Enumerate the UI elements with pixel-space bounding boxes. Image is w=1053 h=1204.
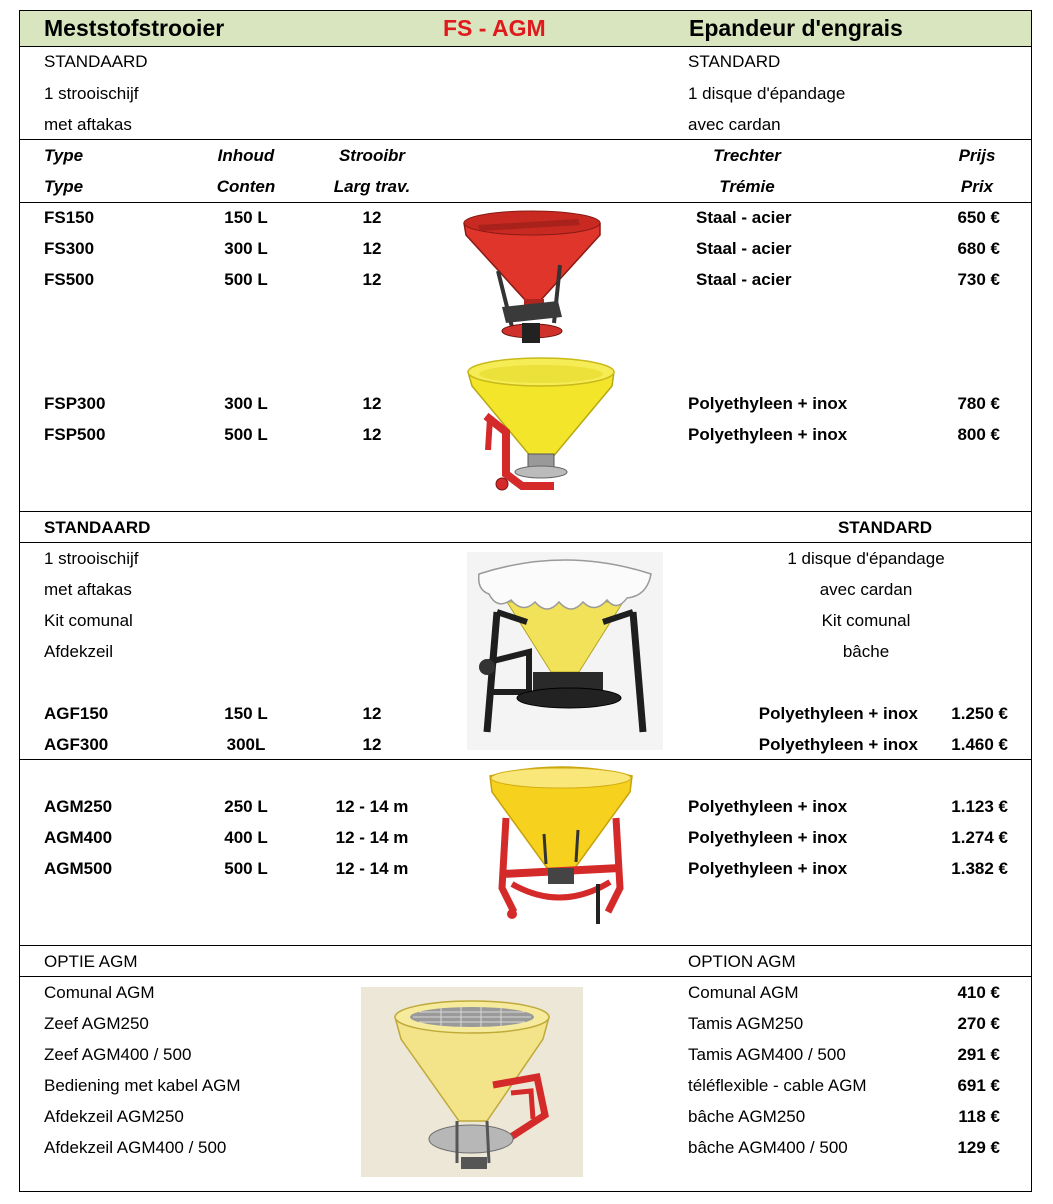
- row-strooibr: 12: [362, 704, 382, 723]
- row-type: FS300: [44, 239, 95, 258]
- agf-feature-fr: avec cardan: [819, 580, 913, 599]
- row-inhoud: 150 L: [224, 704, 268, 723]
- row-inhoud: 150 L: [224, 208, 268, 227]
- agf-feature-fr: bâche: [842, 642, 890, 661]
- agm-poly-spreader-image: [486, 764, 636, 932]
- row-type: FS500: [44, 270, 95, 289]
- row-trechter: Polyethyleen + inox: [688, 828, 848, 847]
- intro-nl-standard: STANDAARD: [44, 52, 148, 71]
- col-strooibr-fr: Larg trav.: [333, 177, 411, 196]
- option-name-fr: Tamis AGM400 / 500: [688, 1045, 846, 1064]
- option-name-nl: Afdekzeil AGM250: [44, 1107, 184, 1126]
- row-inhoud: 300 L: [224, 394, 268, 413]
- agf-standard-fr: STANDARD: [837, 518, 933, 537]
- row-strooibr: 12: [362, 425, 382, 444]
- row-inhoud: 400 L: [224, 828, 268, 847]
- option-header-nl: OPTIE AGM: [44, 952, 138, 971]
- agf-covered-spreader-image: [467, 552, 663, 750]
- row-trechter: Staal - acier: [696, 270, 792, 289]
- agf-feature-nl: 1 strooischijf: [44, 549, 139, 568]
- row-trechter: Polyethyleen + inox: [758, 704, 918, 723]
- row-trechter: Polyethyleen + inox: [688, 797, 848, 816]
- row-trechter: Staal - acier: [696, 208, 792, 227]
- col-type-fr: Type: [44, 177, 84, 196]
- option-header-fr: OPTION AGM: [688, 952, 796, 971]
- option-price: 691 €: [957, 1076, 1000, 1095]
- col-inhoud-nl: Inhoud: [217, 146, 275, 165]
- row-type: AGM500: [44, 859, 113, 878]
- divider: [19, 46, 1032, 47]
- option-name-fr: bâche AGM250: [688, 1107, 806, 1126]
- row-strooibr: 12 - 14 m: [335, 859, 409, 878]
- fsp-poly-spreader-image: [462, 354, 620, 496]
- title-model: FS - AGM: [443, 15, 546, 41]
- divider: [19, 511, 1032, 512]
- row-type: FSP500: [44, 425, 106, 444]
- col-strooibr-nl: Strooibr: [338, 146, 406, 165]
- divider: [19, 945, 1032, 946]
- row-inhoud: 500 L: [224, 270, 268, 289]
- divider: [19, 976, 1032, 977]
- row-type: FSP300: [44, 394, 106, 413]
- intro-fr-standard: STANDARD: [688, 52, 781, 71]
- option-name-fr: bâche AGM400 / 500: [688, 1138, 848, 1157]
- row-prijs: 1.382 €: [951, 859, 1008, 878]
- option-name-nl: Afdekzeil AGM400 / 500: [44, 1138, 227, 1157]
- row-prijs: 650 €: [957, 208, 1000, 227]
- agm-option-sieve-image: [361, 987, 583, 1177]
- row-inhoud: 300 L: [224, 239, 268, 258]
- title-dutch: Meststofstrooier: [44, 15, 225, 41]
- row-inhoud: 500 L: [224, 425, 268, 444]
- option-price: 118 €: [958, 1107, 1000, 1126]
- agf-feature-fr: Kit comunal: [821, 611, 911, 630]
- row-trechter: Polyethyleen + inox: [758, 735, 918, 754]
- option-price: 410 €: [957, 983, 1000, 1002]
- agf-feature-nl: Afdekzeil: [44, 642, 113, 661]
- row-strooibr: 12: [362, 394, 382, 413]
- col-inhoud-fr: Conten: [216, 177, 276, 196]
- intro-nl-pto: met aftakas: [44, 115, 132, 134]
- agf-standard-nl: STANDAARD: [44, 518, 151, 537]
- option-price: 291 €: [957, 1045, 1000, 1064]
- row-type: AGF300: [44, 735, 109, 754]
- row-trechter: Polyethyleen + inox: [688, 394, 848, 413]
- title-french: Epandeur d'engrais: [689, 15, 903, 41]
- agf-feature-nl: met aftakas: [44, 580, 132, 599]
- col-prijs-fr: Prix: [960, 177, 994, 196]
- intro-nl-disc: 1 strooischijf: [44, 84, 139, 103]
- row-strooibr: 12 - 14 m: [335, 828, 409, 847]
- row-type: FS150: [44, 208, 95, 227]
- row-trechter: Polyethyleen + inox: [688, 859, 848, 878]
- row-inhoud: 500 L: [224, 859, 268, 878]
- option-price: 270 €: [957, 1014, 1000, 1033]
- agf-feature-nl: Kit comunal: [44, 611, 133, 630]
- option-name-nl: Bediening met kabel AGM: [44, 1076, 241, 1095]
- row-prijs: 800 €: [957, 425, 1000, 444]
- intro-fr-pto: avec cardan: [688, 115, 781, 134]
- row-type: AGM250: [44, 797, 113, 816]
- row-prijs: 1.123 €: [951, 797, 1008, 816]
- row-trechter: Polyethyleen + inox: [688, 425, 848, 444]
- option-name-fr: Tamis AGM250: [688, 1014, 804, 1033]
- row-trechter: Staal - acier: [696, 239, 792, 258]
- col-trechter-nl: Trechter: [713, 146, 781, 165]
- agf-feature-fr: 1 disque d'épandage: [787, 549, 945, 568]
- option-name-nl: Comunal AGM: [44, 983, 155, 1002]
- divider: [19, 139, 1032, 140]
- row-strooibr: 12: [362, 735, 382, 754]
- option-name-nl: Zeef AGM400 / 500: [44, 1045, 192, 1064]
- row-inhoud: 300L: [226, 735, 266, 754]
- row-prijs: 780 €: [957, 394, 1000, 413]
- divider: [19, 202, 1032, 203]
- divider: [19, 542, 1032, 543]
- row-strooibr: 12 - 14 m: [335, 797, 409, 816]
- row-prijs: 730 €: [957, 270, 1000, 289]
- col-trechter-fr: Trémie: [719, 177, 775, 196]
- row-prijs: 1.250 €: [951, 704, 1008, 723]
- option-name-fr: téléflexible - cable AGM: [688, 1076, 867, 1095]
- row-prijs: 680 €: [957, 239, 1000, 258]
- row-strooibr: 12: [362, 239, 382, 258]
- row-type: AGF150: [44, 704, 109, 723]
- row-prijs: 1.274 €: [951, 828, 1008, 847]
- row-strooibr: 12: [362, 270, 382, 289]
- option-name-nl: Zeef AGM250: [44, 1014, 149, 1033]
- fs-steel-spreader-image: [458, 205, 606, 347]
- intro-fr-disc: 1 disque d'épandage: [688, 84, 846, 103]
- col-prijs-nl: Prijs: [958, 146, 996, 165]
- option-name-fr: Comunal AGM: [688, 983, 799, 1002]
- col-type-nl: Type: [44, 146, 84, 165]
- divider: [19, 759, 1032, 760]
- row-type: AGM400: [44, 828, 113, 847]
- row-prijs: 1.460 €: [951, 735, 1008, 754]
- option-price: 129 €: [957, 1138, 1000, 1157]
- row-inhoud: 250 L: [224, 797, 268, 816]
- row-strooibr: 12: [362, 208, 382, 227]
